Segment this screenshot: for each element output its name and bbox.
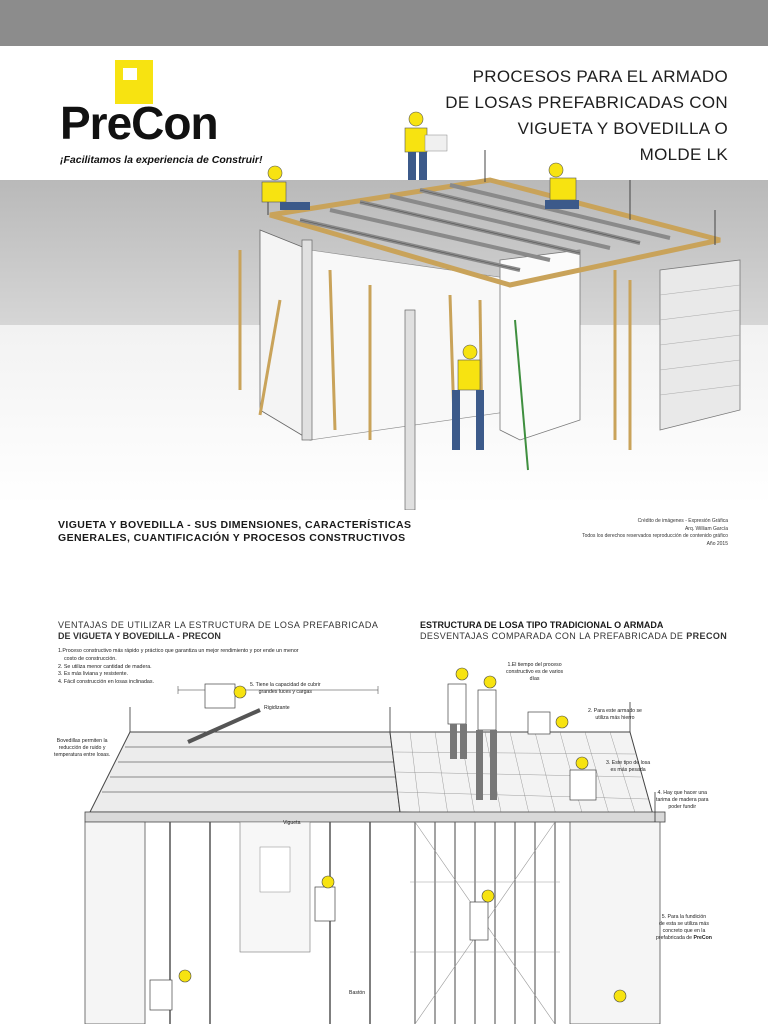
callout-line: reducción de ruido y (58, 745, 106, 751)
callout-line: de esta se utiliza más (659, 921, 709, 927)
title-line: DE LOSAS PREFABRICADAS CON (445, 93, 728, 112)
callout-text: prefabricada de (656, 935, 693, 941)
callout-line: 4. Hay que hacer una (657, 790, 708, 796)
callout-brand: PreCon (693, 935, 712, 941)
callout-vigueta: Vigueta (283, 820, 301, 826)
list-item: 1.Proceso constructivo más rápido y práctico que garantiza un mejor rendimiento y por ende un menor (58, 648, 299, 654)
credit-line: Todos los derechos reservados reproducción de contenido gráfico (582, 533, 728, 539)
image-credits (582, 518, 728, 548)
callout-line: temperatura entre losas. (54, 752, 111, 758)
worker-icon (545, 163, 579, 209)
disadvantages-heading-line2 (420, 631, 727, 642)
callout-span (250, 682, 321, 696)
title-line: PROCESOS PARA EL ARMADO (472, 67, 728, 86)
callout-disadvantage-4 (656, 790, 708, 811)
title-line: VIGUETA Y BOVEDILLA O (517, 119, 728, 138)
callout-line: es más pesada (610, 767, 646, 773)
logo-wordmark: PreCon (60, 97, 218, 149)
section-heading-line: GENERALES, CUANTIFICACIÓN Y PROCESOS CONSTRUCTIVOS (58, 532, 406, 544)
disadvantages-heading-text: DESVENTAJAS COMPARADA CON LA PREFABRICADA DE (420, 631, 684, 641)
callout-line: constructivo es de varios (506, 669, 564, 675)
callout-line: 1.El tiempo del proceso (507, 662, 562, 668)
advantages-heading-line1: VENTAJAS DE UTILIZAR LA ESTRUCTURA DE LOSA PREFABRICADA (58, 620, 379, 630)
advantages-heading-line2: DE VIGUETA Y BOVEDILLA - PRECON (58, 631, 221, 641)
disadvantages-heading-line1: ESTRUCTURA DE LOSA TIPO TRADICIONAL O ARMADA (420, 620, 664, 630)
callout-line: concreto que en la (662, 928, 706, 934)
hero-construction-illustration (220, 110, 760, 510)
worker-icon (614, 990, 626, 1002)
callout-disadvantage-5 (656, 914, 712, 942)
worker-icon (262, 166, 310, 210)
credit-line: Año 2015 (706, 540, 728, 547)
callout-line: 5. Para la fundición (661, 914, 707, 920)
disadvantages-heading-brand: PRECON (686, 631, 728, 641)
worker-icon (528, 712, 568, 734)
callout-disadvantage-1 (506, 662, 563, 683)
callout-disadvantage-3 (606, 760, 650, 774)
list-item: 2. Se utiliza menor cantidad de madera. (58, 663, 152, 670)
callout-line: grandes luces y cargas (258, 689, 312, 695)
callout-line: 5. Tiene la capacidad de cubrir (250, 682, 321, 688)
callout-line: tarima de madera para (656, 797, 709, 803)
title-line: MOLDE LK (639, 145, 728, 164)
callout-rigidizante: Rigidizante (264, 705, 290, 711)
list-item: 3. Es más liviana y resistente. (58, 671, 129, 678)
callout-line: poder fundir (668, 804, 697, 810)
callout-line: días (529, 676, 540, 682)
credit-line: Arq. William García (684, 525, 728, 532)
worker-icon (315, 876, 335, 921)
list-item: costo de construcción. (64, 655, 117, 662)
list-item: 4. Fácil construcción en losas inclinadas. (58, 679, 154, 686)
callout-baston: Bastón (349, 990, 366, 996)
section-heading (58, 519, 411, 545)
callout-disadvantage-2 (588, 708, 642, 722)
callout-line (656, 935, 712, 942)
top-bar (0, 0, 768, 46)
callout-line: 3. Este tipo de losa (606, 760, 651, 766)
callout-bovedillas (54, 738, 110, 759)
disadvantages-heading (420, 620, 727, 642)
callout-line: 2. Para este armado se (588, 708, 642, 714)
section-heading-line: VIGUETA Y BOVEDILLA - SUS DIMENSIONES, CARACTERÍSTICAS (58, 519, 412, 531)
credit-line: Crédito de imágenes - Expresión Gráfica (637, 518, 728, 524)
worker-icon (405, 112, 447, 180)
callout-line: Bovedillas permiten la (56, 738, 108, 744)
advantages-heading (58, 620, 378, 642)
logo-tagline: ¡Facilitamos la experiencia de Construir! (60, 154, 263, 166)
callout-line: utiliza más hierro (595, 715, 635, 721)
